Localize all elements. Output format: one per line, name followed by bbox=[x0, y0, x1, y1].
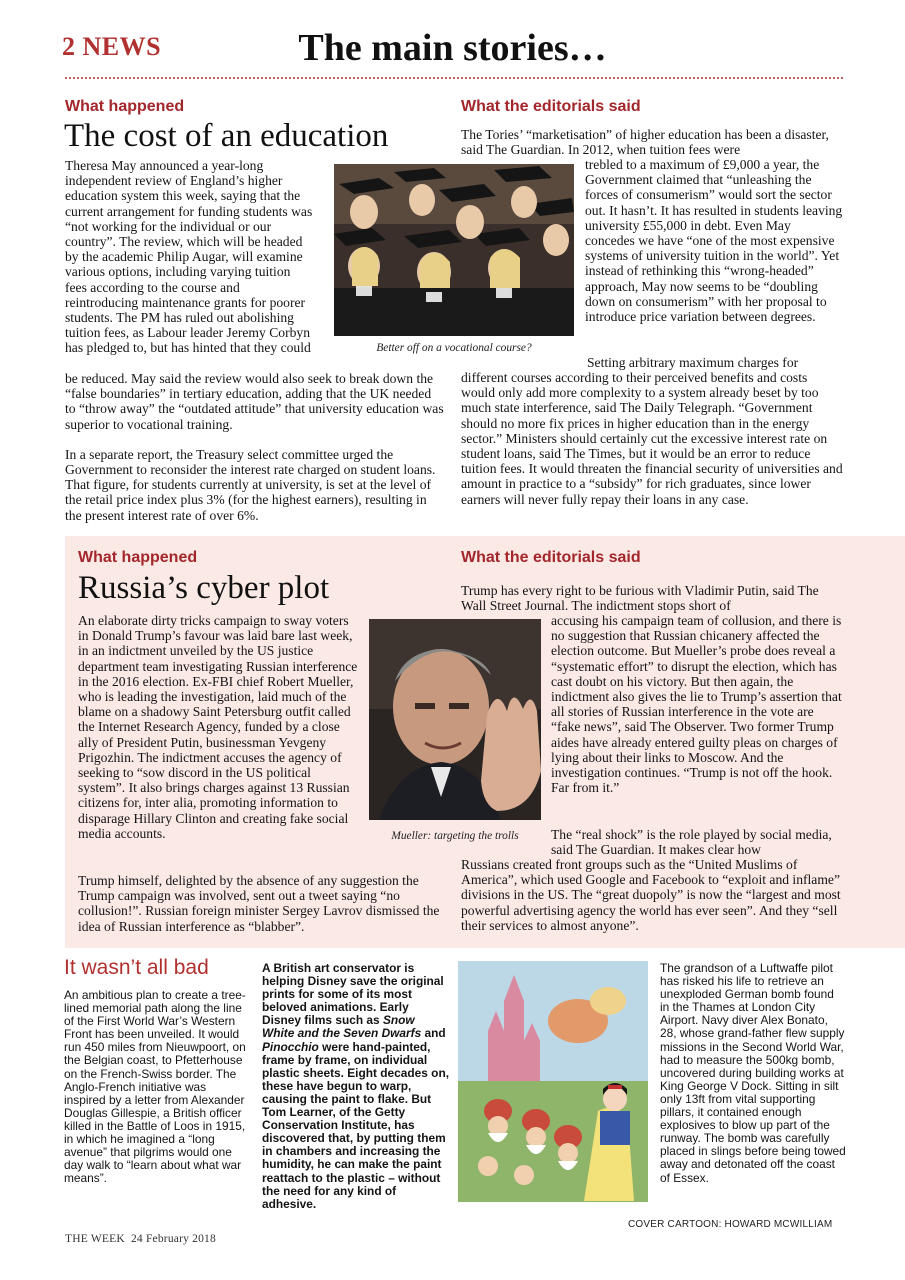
story1-editorial-p2: different courses according to their perceived benefits and costs would only add more complexity to a system already beset by too much state interference, said The Daily Telegraph. “Government should no more fix prices in higher education than in the energy sector.” Ministers should certainly cut the excessive interest rate on student loans, said The Times, but it would be an error to reduce tuition fees. It would threaten the financial security of universities and amount in practice to a “subsidy” for rich graduates, since lower earners will never fully repay their loans in any case. bbox=[461, 370, 843, 507]
mueller-photo bbox=[369, 619, 541, 820]
good-news-disney bbox=[262, 962, 450, 1211]
story1-body-wrapped: Theresa May announced a year-long independent review of England’s higher education system this week, saying that the current arrangement for funding students was “not working for the individual or our country”. The review, which will be headed by the academic Philip Augar, will examine various options, including varying tuition fees according to the course and reintroducing maintenance grants for poorer students. The PM has ruled out abolishing tuition fees, as Labour leader Jeremy Corbyn has pledged to, but has hinted that they could bbox=[65, 158, 313, 356]
snow-white-illustration bbox=[458, 961, 648, 1202]
story1-editorial-wrapped: trebled to a maximum of £9,000 a year, the Government claimed that “unleashing the forces of consumerism” would sort the sector out. It hasn’t. It has resulted in students leaving university £55,000 in debt. Even May concedes we have “one of the most expensive systems of university tuition in the world”. Yet instead of rethinking this “wrong-headed” approach, May now seems to be “doubling down on consumerism” with her proposal to introduce price variation between degrees. bbox=[585, 157, 843, 325]
good-news-bomb: The grandson of a Luftwaffe pilot has risked his life to retrieve an unexploded German bomb found in the Thames at London City Airport. Navy diver Alex Bonato, 28, whose grand-father flew supply missions in the Second World War, had to measure the 500kg bomb, uncovered during building works at King George V Dock. Sitting in silt only 13ft from vital supporting pillars, it contained enough explosives to blow up part of the runway. The bomb was carefully placed in slings before being towed away and detonated off the coast of Essex. bbox=[660, 961, 846, 1185]
cover-credit: COVER CARTOON: HOWARD MCWILLIAM bbox=[628, 1219, 833, 1230]
disney-text: and bbox=[421, 1026, 446, 1041]
graduates-photo bbox=[334, 164, 574, 336]
issue-info: THE WEEK 24 February 2018 bbox=[65, 1233, 216, 1245]
disney-text: A British art conservator is helping Disney save the original prints for some of its most beloved animations. Early Disney films such as bbox=[262, 961, 444, 1028]
page-title: The main stories… bbox=[298, 27, 607, 69]
section-name: NEWS bbox=[82, 32, 162, 61]
snow-white-image bbox=[458, 961, 648, 1202]
film-title: Snow White and the Seven Dwarfs bbox=[262, 1013, 422, 1041]
story1-kicker: What happened bbox=[65, 98, 185, 115]
story2-editorial-kicker: What the editorials said bbox=[461, 549, 641, 566]
story1-headline: The cost of an education bbox=[64, 118, 389, 154]
story1-editorial-intro: The Tories’ “marketisation” of higher education has been a disaster, said The Guardian. In 2012, when tuition fees were bbox=[461, 127, 829, 158]
story2-body-wrapped: An elaborate dirty tricks campaign to sway voters in Donald Trump’s favour was laid bare last week, in an indictment unveiled by the US justice department team investigating Russian interference in the 2016 election. Ex-FBI chief Robert Mueller, who is leading the investigation, laid much of the blame on a shadowy Saint Petersburg outfit called the Internet Research Agency, funded by a close ally of President Putin, businessman Yevgeny Prigozhin. The indictment accuses the agency of seeking to “sow discord in the US political system”. It also brings charges against 13 Russian citizens for, inter alia, promoting information to disparage Hillary Clinton and creating fake social media accounts. bbox=[78, 613, 358, 841]
good-news-heading: It wasn’t all bad bbox=[64, 956, 209, 979]
story2-editorial-wrapped: accusing his campaign team of collusion, and there is no suggestion that Russian chicanery affected the election outcome. But Mueller’s probe does reveal a “systematic effort” to disrupt the election, which has cast doubt on his victory. But then again, the indictment also gives the lie to Trump’s assertion that all stories of Russian interference in the vote are “fake news”, said The Observer. Two former Trump aides have already entered guilty pleas on charges of lying about their links to Moscow. And the investigation continues. “Trump is not off the hook. Far from it.” bbox=[551, 613, 842, 796]
story2-headline: Russia’s cyber plot bbox=[78, 570, 330, 606]
story2-editorial-intro: Trump has every right to be furious with Vladimir Putin, said The Wall Street Journal. The indictment stops short of bbox=[461, 583, 819, 614]
mueller-illustration bbox=[369, 619, 541, 820]
story2-editorial-p2: Russians created front groups such as the “United Muslims of America”, which used Google and Facebook to “exploit and inflame” divisions in the US. The “great duopoly” is now the “largest and most powerful advertising agency the world has ever seen”. And they “sell their services to almost anyone”. bbox=[461, 857, 841, 933]
header-divider bbox=[65, 77, 843, 79]
story2-kicker: What happened bbox=[78, 549, 198, 566]
graduates-illustration bbox=[334, 164, 574, 336]
good-news-memorial: An ambitious plan to create a tree-lined memorial path along the line of the First World War’s Western Front has been unveiled. It would run 450 miles from Nieuwpoort, on the Belgian coast, to Pfetterhouse on the French-Swiss border. The Anglo-French initiative was inspired by a letter from Alexander Douglas Gillespie, a British officer killed in the Battle of Loos in 1915, in which he imagined a “long avenue” that pilgrims would one day walk to “learn about what war means”. bbox=[64, 988, 246, 1186]
story1-paragraph: In a separate report, the Treasury select committee urged the Government to reconsider the interest rate charged on student loans. That figure, for students currently at university, is set at the level of the retail price index plus 3% (for the highest earners), resulting in the present interest rate of over 6%. bbox=[65, 446, 436, 523]
story2-editorial-p2-wrapped: The “real shock” is the role played by social media, said The Guardian. It makes clear how bbox=[551, 827, 832, 858]
story2-body-full: Trump himself, delighted by the absence of any suggestion the Trump campaign was involved, sent out a tweet saying “no collusion!”. Russian foreign minister Sergey Lavrov dismissed the idea of Russian interference as “blabber”. bbox=[78, 873, 440, 934]
section-label bbox=[62, 32, 161, 62]
story1-photo-caption: Better off on a vocational course? bbox=[376, 342, 532, 354]
story1-paragraph: be reduced. May said the review would also seek to break down the “false boundaries” in tertiary education, adding that the UK needed to “throw away” the “outdated attitude” that university education was superior to vocational training. bbox=[65, 371, 444, 432]
story1-editorial-kicker: What the editorials said bbox=[461, 98, 641, 115]
story2-photo-caption: Mueller: targeting the trolls bbox=[391, 830, 519, 842]
story1-body-full bbox=[65, 371, 445, 523]
film-title: Pinocchio bbox=[262, 1039, 319, 1054]
disney-text: were hand-painted, frame by frame, on individual plastic sheets. Eight decades on, these have begun to warp, causing the paint to flake. But Tom Learner, of the Getty Conservation Institute, has discovered that, by putting them in chambers and increasing the humidity, he can make the paint reattach to the plastic – without the need for any kind of adhesive. bbox=[262, 1039, 450, 1211]
story1-editorial-p2-start: Setting arbitrary maximum charges for bbox=[587, 355, 799, 370]
page-number: 2 bbox=[62, 32, 76, 61]
